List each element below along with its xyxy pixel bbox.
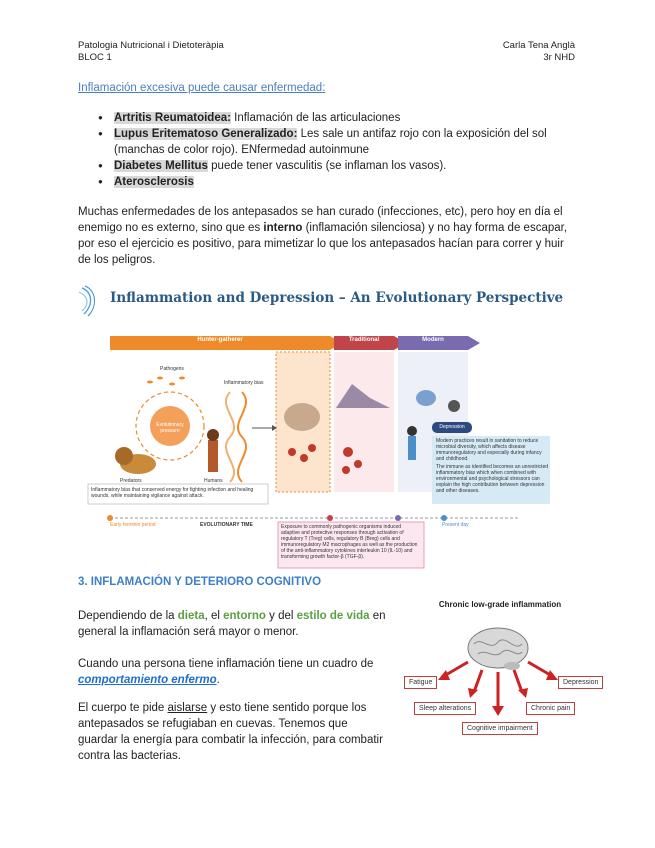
disease-list [78, 110, 578, 190]
label-pathogens: Pathogens [160, 366, 184, 372]
disease-name: Aterosclerosis [114, 176, 194, 188]
header-group: 3r NHD [543, 52, 575, 63]
text-green: entorno [223, 610, 266, 622]
disease-name: Diabetes Mellitus [114, 160, 208, 172]
text-run: . [216, 674, 220, 686]
list-item [78, 126, 578, 158]
disease-desc: Inflamación de las articulaciones [230, 112, 401, 124]
disease-desc: Les sale un antifaz rojo con la exposición del sol (manchas de color rojo). ENfermedad autoinmune [114, 128, 547, 156]
text-green: dieta [177, 610, 205, 622]
text-run: El cuerpo te pide [78, 702, 168, 714]
figure-title: Inflammation and Depression – An Evolutionary Perspective [110, 290, 564, 306]
header-course: Patologia Nutricional i Dietoteràpia [78, 40, 224, 51]
intro-link[interactable]: Inflamación excesiva puede causar enfermedad: [78, 82, 326, 94]
paragraph-ancestors [78, 204, 578, 268]
modern-note-2: The immune as identified becomes an unrestricted inflammatory bias which when combined with environmental and psychological stressors can explain the high contribution between depression and other diseases. [436, 464, 549, 494]
bias-caption: Inflammatory bias that conserved energy for fighting infection and healing wounds, while maintaining vigilance against attack. [91, 487, 254, 499]
text-run: y esto tiene sentido porque los antepasados se refugiaban en cuevas. Tenemos que guardar la energía para combatir la infección, para combatir contra las bacterias. [78, 702, 383, 762]
era-label-traditional: Traditional [348, 337, 380, 343]
disease-desc: puede tener vasculitis (se inflaman los vasos). [207, 160, 447, 172]
symptom-cognitive: Cognitive impairment [462, 722, 538, 735]
label-evolutionary: Evolutionary pressure [156, 422, 184, 434]
symptom-sleep: Sleep alterations [414, 702, 476, 715]
modern-note: Modern practices result in sanitation to reduce microbial diversity, which affects disease immunoregulatory and especially during infancy and childhood. [436, 438, 542, 462]
text-bold: interno [263, 222, 303, 234]
list-item [78, 158, 578, 174]
symptom-depression: Depression [558, 676, 603, 689]
era-label-hunter: Hunter-gatherer [197, 337, 243, 343]
paragraph-diet [78, 608, 388, 640]
text-underlined: aislarse [167, 702, 208, 714]
text-run: Muchas enfermedades de los antepasados se han curado (infecciones, etc), pero hoy en día el enemigo no es externo, sino que es [78, 206, 563, 234]
disease-name: Artritis Reumatoidea: [114, 112, 231, 124]
text-run: Cuando una persona tiene inflamación tiene un cuadro de [78, 658, 374, 670]
label-present: Present day [442, 522, 469, 528]
list-item [78, 174, 578, 190]
text-run: , el [204, 610, 224, 622]
text-run: (inflamación silenciosa) y no hay forma de escapar, por eso el ejercicio es positivo, para mimetizar lo que los antepasados hacían para correr y huir de los peligros. [78, 222, 568, 266]
text-run: en general la inflamación será mayor o menor. [78, 610, 386, 638]
exposure-caption: Exposure to commonly pathogenic organisms induced adaptive and protective responses through activation of regulatory T (Treg) cells, regulatory B (Breg) cells and immunoregulatory M2 macrophages as well as the production of the anti-inflammatory cytokines interleukin 10 (IL-10) and transforming growth factor-β (TGF-β). [281, 524, 418, 560]
paragraph-isolate [78, 700, 388, 764]
swirl-logo-icon [76, 284, 98, 318]
label-humans: Humans [204, 478, 223, 484]
inflammation-diagram [400, 596, 600, 746]
header-block: BLOC 1 [78, 52, 112, 63]
symptom-pain: Chronic pain [526, 702, 575, 715]
label-bias: Inflammatory bias [224, 380, 264, 386]
symptom-fatigue: Fatigue [404, 676, 437, 689]
diagram-title: Chronic low-grade inflammation [438, 600, 562, 609]
era-label-modern: Modern [422, 337, 444, 343]
label-timeline: EVOLUTIONARY TIME [200, 522, 253, 528]
section-title: 3. INFLAMACIÓN Y DETERIORO COGNITIVO [78, 576, 322, 588]
label-depression: Depression [439, 424, 465, 430]
text-run: y del [265, 610, 297, 622]
text-run: Dependiendo de la [78, 610, 178, 622]
evolution-figure [80, 332, 560, 572]
label-predators: Predators [120, 478, 142, 484]
header-author: Carla Tena Anglà [502, 40, 575, 51]
text-emphasis: comportamiento enfermo [78, 674, 217, 686]
list-item [78, 110, 578, 126]
disease-name: Lupus Eritematoso Generalizado: [114, 128, 298, 140]
text-green: estilo de vida [296, 610, 370, 622]
label-early: Early hominin period [110, 522, 156, 528]
paragraph-sick-behaviour [78, 656, 388, 688]
